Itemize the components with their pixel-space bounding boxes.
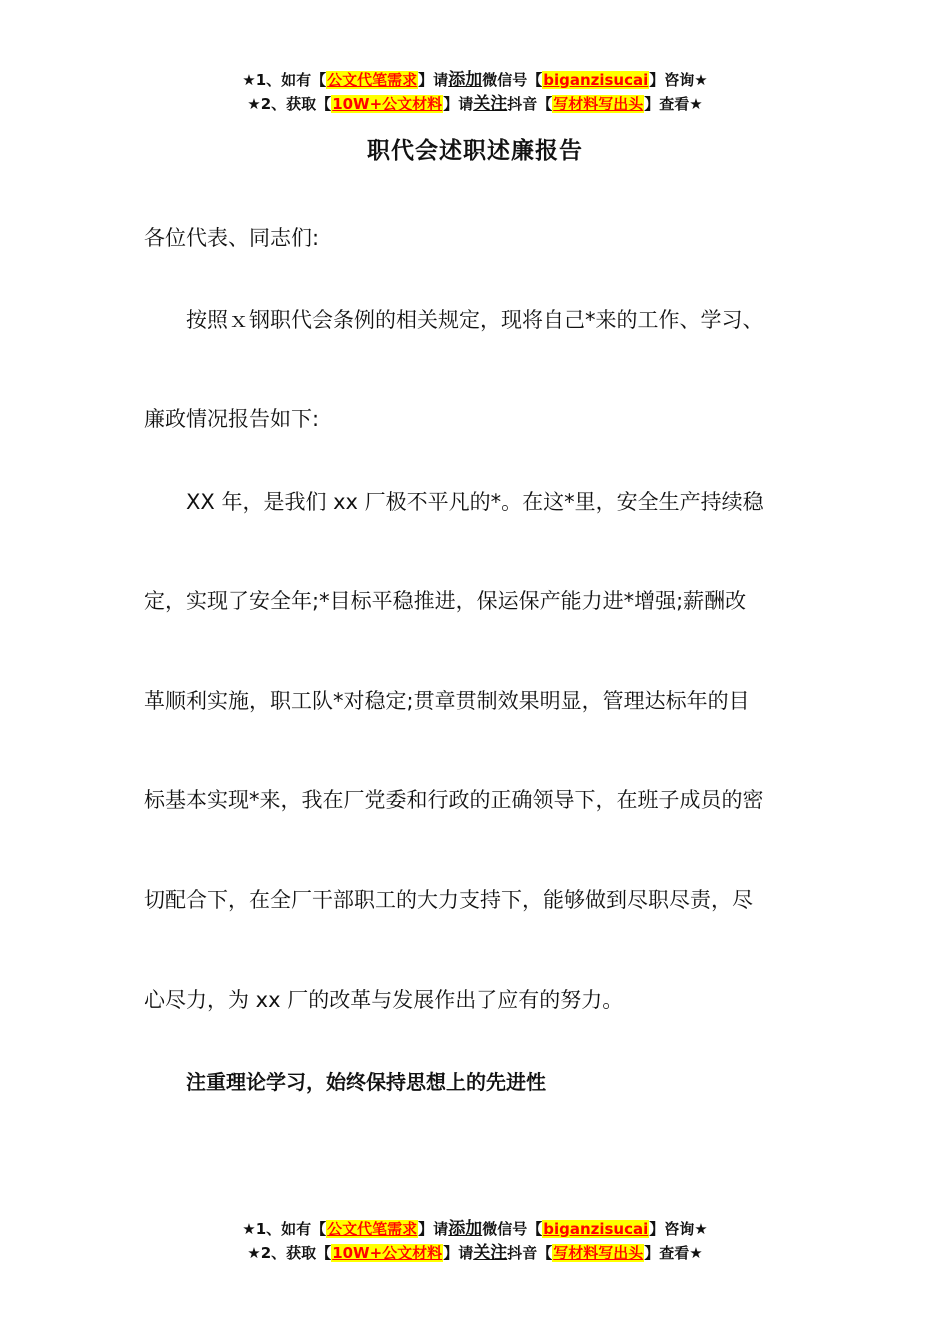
paragraph-line: 廉政情况报告如下: <box>144 407 320 431</box>
douyin-id-highlight: 写材料写出头 <box>553 95 644 113</box>
wechat-id-highlight: biganzisucai <box>543 71 649 89</box>
promo-line-1: ★1、如有【公文代笔需求】请添加微信号【biganzisucai】咨询★ <box>242 1219 708 1239</box>
footer-promo-banner <box>0 1217 950 1265</box>
paragraph-line: 标基本实现*来，我在厂党委和行政的正确领导下，在班子成员的密 <box>144 788 764 812</box>
paragraph-line: 切配合下，在全厂干部职工的大力支持下，能够做到尽职尽责，尽 <box>144 888 753 912</box>
paragraph-line: 革顺利实施，职工队*对稳定;贯章贯制效果明显，管理达标年的目 <box>144 689 750 713</box>
promo-highlight: 10W+公文材料 <box>332 95 443 113</box>
header-promo-banner <box>0 68 950 116</box>
douyin-id-highlight: 写材料写出头 <box>553 1244 644 1262</box>
promo-highlight: 公文代笔需求 <box>327 71 418 89</box>
promo-line-2: ★2、获取【10W+公文材料】请关注抖音【写材料写出头】查看★ <box>247 1243 703 1263</box>
wechat-id-highlight: biganzisucai <box>543 1220 649 1238</box>
paragraph-line: 定，实现了安全年;*目标平稳推进，保运保产能力进*增强;薪酬改 <box>144 589 747 613</box>
section-heading: 注重理论学习，始终保持思想上的先进性 <box>186 1070 546 1094</box>
paragraph-line: XX 年，是我们 xx 厂极不平凡的*。在这*里，安全生产持续稳 <box>186 490 764 514</box>
promo-highlight: 公文代笔需求 <box>327 1220 418 1238</box>
promo-line-2: ★2、获取【10W+公文材料】请关注抖音【写材料写出头】查看★ <box>247 94 703 114</box>
paragraph-line: 心尽力，为 xx 厂的改革与发展作出了应有的努力。 <box>144 988 624 1012</box>
promo-highlight: 10W+公文材料 <box>332 1244 443 1262</box>
promo-line-1: ★1、如有【公文代笔需求】请添加微信号【biganzisucai】咨询★ <box>242 70 708 90</box>
document-title: 职代会述职述廉报告 <box>367 138 583 164</box>
salutation: 各位代表、同志们: <box>144 226 320 250</box>
paragraph-line: 按照ｘ钢职代会条例的相关规定，现将自己*来的工作、学习、 <box>186 308 764 332</box>
